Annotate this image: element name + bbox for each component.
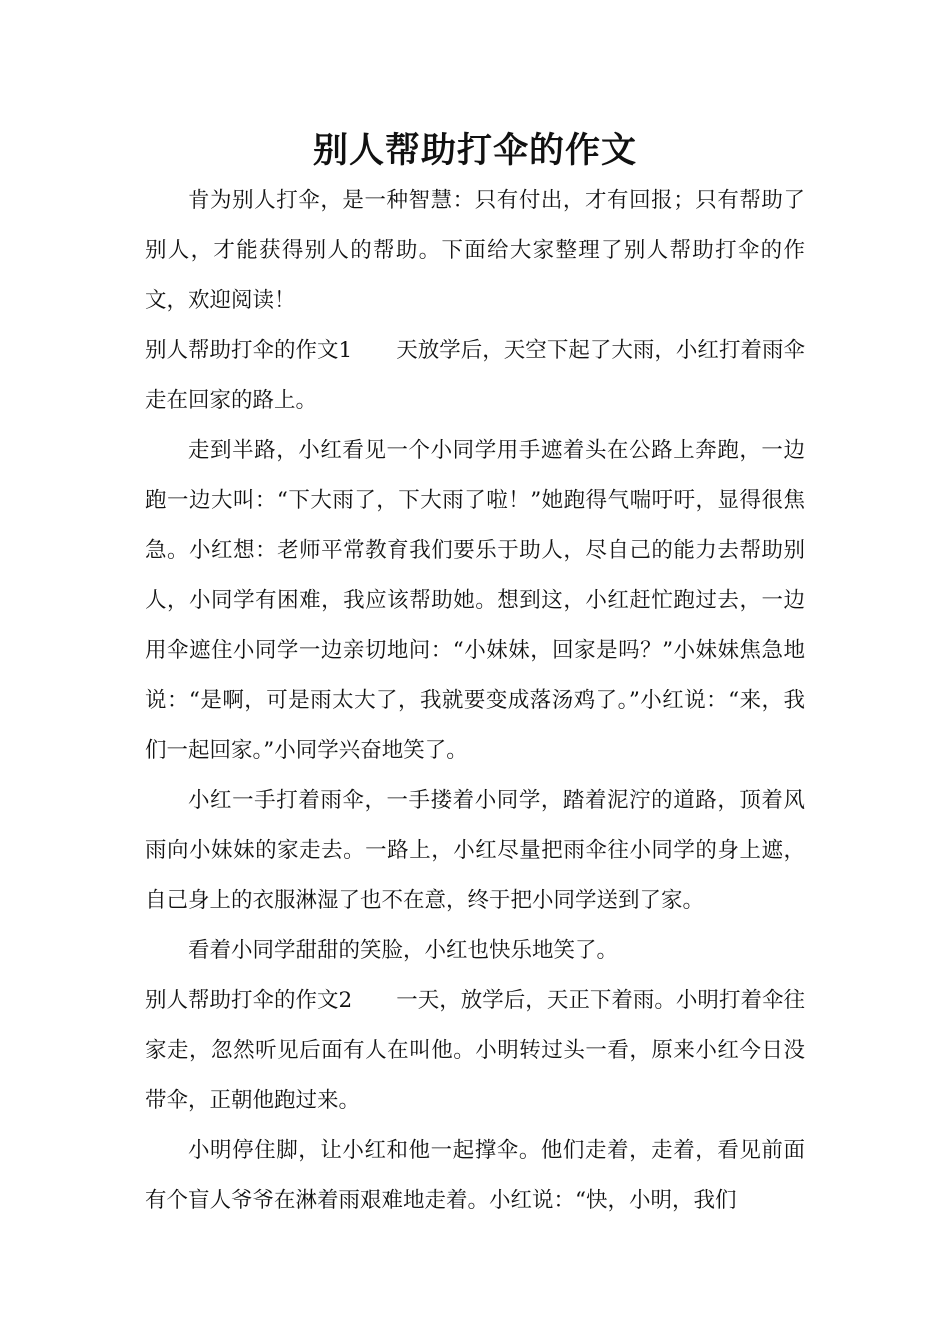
essay1-paragraph: 走到半路，小红看见一个小同学用手遮着头在公路上奔跑，一边跑一边大叫：“下大雨了，下大雨了啦！”她跑得气喘吁吁，显得很焦急。小红想：老师平常教育我们要乐于助人，尽自己的能力去帮助别人，小同学有困难，我应该帮助她。想到这，小红赶忙跑过去，一边用伞遮住小同学一边亲切地问：“小妹妹，回家是吗？”小妹妹焦急地说：“是啊，可是雨太大了，我就要变成落汤鸡了。”小红说：“来，我们一起回家。”小同学兴奋地笑了。 [145,438,805,763]
document-body [145,176,805,1226]
intro-paragraph: 肯为别人打伞，是一种智慧：只有付出，才有回报；只有帮助了别人，才能获得别人的帮助。下面给大家整理了别人帮助打伞的作文，欢迎阅读！ [145,188,805,313]
document-title: 别人帮助打伞的作文 [312,130,637,171]
essay1-paragraph: 小红一手打着雨伞，一手搂着小同学，踏着泥泞的道路，顶着风雨向小妹妹的家走去。一路上，小红尽量把雨伞往小同学的身上遮，自己身上的衣服淋湿了也不在意，终于把小同学送到了家。 [145,788,805,913]
essay2-lead-paragraph [145,976,805,1126]
essay2-heading: 别人帮助打伞的作文2 [145,988,353,1013]
essay2-paragraph: 小明停住脚，让小红和他一起撑伞。他们走着，走着，看见前面有个盲人爷爷在淋着雨艰难地走着。小红说：“快，小明，我们 [145,1138,805,1213]
essay2-first-sentence: 一天，放学后，天正下着雨。小明打着伞往家走，忽然听见后面有人在叫他。小明转过头一看，原来小红今日没带伞，正朝他跑过来。 [145,988,805,1113]
essay1-paragraph: 看着小同学甜甜的笑脸，小红也快乐地笑了。 [188,938,619,963]
essay1-first-sentence: 天放学后，天空下起了大雨，小红打着雨伞走在回家的路上。 [145,338,805,413]
essay1-heading: 别人帮助打伞的作文1 [145,338,353,363]
essay1-lead-paragraph [145,326,805,426]
